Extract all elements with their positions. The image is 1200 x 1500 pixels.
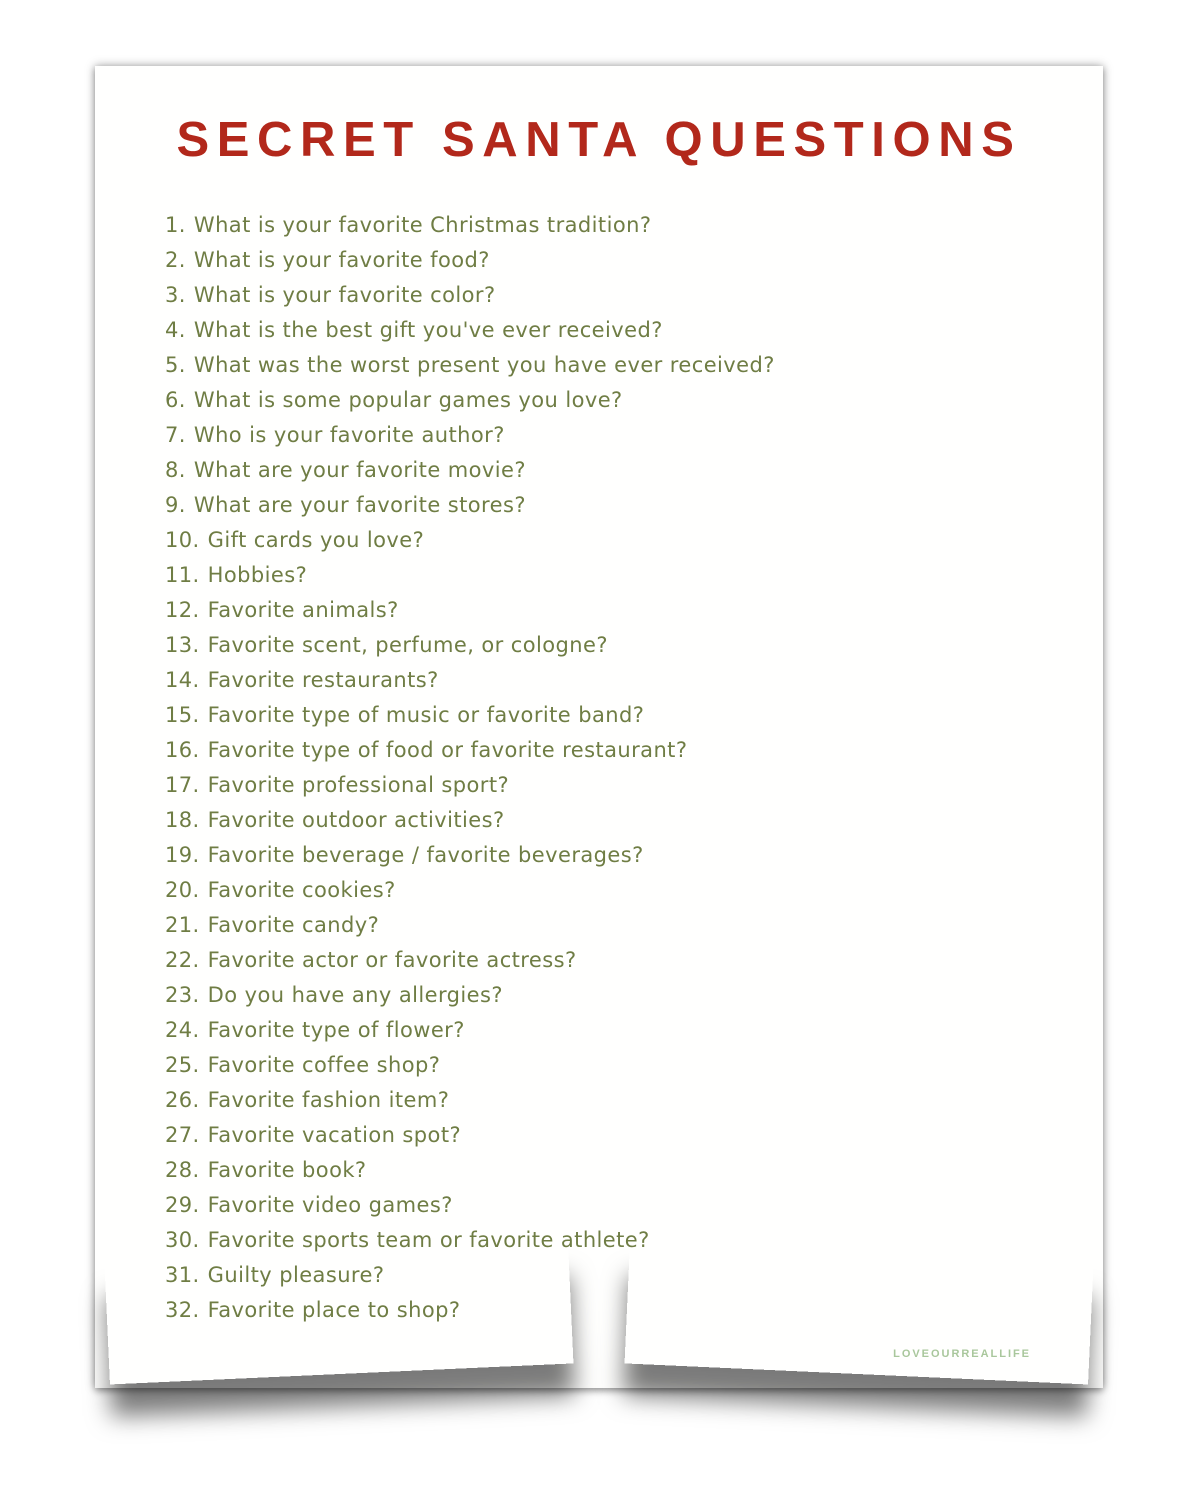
document-page: [95, 66, 1103, 1388]
question-text: Favorite scent, perfume, or cologne?: [207, 633, 608, 657]
question-item: [165, 1013, 1033, 1048]
question-text: Favorite actor or favorite actress?: [207, 948, 577, 972]
question-item: [165, 628, 1033, 663]
question-text: Gift cards you love?: [207, 528, 425, 552]
question-item: [165, 873, 1033, 908]
question-text: Guilty pleasure?: [207, 1263, 385, 1287]
question-item: [165, 1153, 1033, 1188]
question-text: What is some popular games you love?: [193, 388, 623, 412]
question-item: [165, 488, 1033, 523]
question-text: Who is your favorite author?: [193, 423, 505, 447]
question-number: 10.: [165, 528, 200, 552]
question-number: 29.: [165, 1193, 200, 1217]
question-text: Favorite outdoor activities?: [207, 808, 505, 832]
question-item: [165, 348, 1033, 383]
question-item: [165, 698, 1033, 733]
question-text: What is the best gift you've ever received?: [193, 318, 663, 342]
question-text: Favorite type of food or favorite restaurant?: [207, 738, 688, 762]
question-item: [165, 593, 1033, 628]
question-number: 20.: [165, 878, 200, 902]
question-item: [165, 1083, 1033, 1118]
question-number: 21.: [165, 913, 200, 937]
question-number: 16.: [165, 738, 200, 762]
question-number: 9.: [165, 493, 186, 517]
question-number: 7.: [165, 423, 186, 447]
question-text: Favorite animals?: [207, 598, 399, 622]
question-number: 23.: [165, 983, 200, 1007]
question-item: [165, 1223, 1033, 1258]
question-number: 12.: [165, 598, 200, 622]
question-number: 28.: [165, 1158, 200, 1182]
question-text: Favorite video games?: [207, 1193, 453, 1217]
question-number: 19.: [165, 843, 200, 867]
question-number: 2.: [165, 248, 186, 272]
question-item: [165, 523, 1033, 558]
question-item: [165, 208, 1033, 243]
question-text: What are your favorite stores?: [193, 493, 526, 517]
question-list: [165, 208, 1033, 1328]
question-text: Favorite candy?: [207, 913, 380, 937]
question-text: What are your favorite movie?: [193, 458, 526, 482]
question-item: [165, 1118, 1033, 1153]
question-item: [165, 978, 1033, 1013]
question-text: What is your favorite color?: [193, 283, 496, 307]
question-number: 14.: [165, 668, 200, 692]
question-text: Favorite place to shop?: [207, 1298, 461, 1322]
question-text: Favorite sports team or favorite athlete?: [207, 1228, 650, 1252]
question-item: [165, 278, 1033, 313]
question-text: Favorite cookies?: [207, 878, 396, 902]
question-text: Hobbies?: [207, 563, 308, 587]
question-number: 15.: [165, 703, 200, 727]
question-number: 3.: [165, 283, 186, 307]
question-item: [165, 1188, 1033, 1223]
question-item: [165, 768, 1033, 803]
question-item: [165, 908, 1033, 943]
question-text: Favorite book?: [207, 1158, 367, 1182]
question-number: 5.: [165, 353, 186, 377]
question-item: [165, 383, 1033, 418]
question-text: Favorite fashion item?: [207, 1088, 450, 1112]
question-text: Do you have any allergies?: [207, 983, 503, 1007]
question-text: What was the worst present you have ever received?: [193, 353, 775, 377]
question-number: 22.: [165, 948, 200, 972]
question-number: 31.: [165, 1263, 200, 1287]
question-number: 11.: [165, 563, 200, 587]
question-number: 24.: [165, 1018, 200, 1042]
question-number: 30.: [165, 1228, 200, 1252]
question-item: [165, 1048, 1033, 1083]
question-item: [165, 803, 1033, 838]
question-number: 18.: [165, 808, 200, 832]
question-item: [165, 243, 1033, 278]
question-item: [165, 733, 1033, 768]
question-text: Favorite type of music or favorite band?: [207, 703, 645, 727]
question-text: Favorite vacation spot?: [207, 1123, 462, 1147]
question-text: Favorite type of flower?: [207, 1018, 465, 1042]
question-number: 1.: [165, 213, 186, 237]
question-item: [165, 418, 1033, 453]
question-text: Favorite coffee shop?: [207, 1053, 441, 1077]
question-number: 17.: [165, 773, 200, 797]
question-item: [165, 1293, 1033, 1328]
question-text: What is your favorite Christmas tradition?: [193, 213, 652, 237]
question-number: 25.: [165, 1053, 200, 1077]
question-item: [165, 313, 1033, 348]
question-number: 4.: [165, 318, 186, 342]
question-number: 8.: [165, 458, 186, 482]
question-number: 27.: [165, 1123, 200, 1147]
question-text: Favorite professional sport?: [207, 773, 510, 797]
question-item: [165, 453, 1033, 488]
question-number: 26.: [165, 1088, 200, 1112]
question-text: Favorite restaurants?: [207, 668, 439, 692]
question-text: Favorite beverage / favorite beverages?: [207, 843, 644, 867]
question-number: 13.: [165, 633, 200, 657]
question-item: [165, 838, 1033, 873]
question-item: [165, 943, 1033, 978]
question-item: [165, 663, 1033, 698]
question-number: 6.: [165, 388, 186, 412]
page-title: SECRET SANTA QUESTIONS: [176, 113, 1022, 167]
footer-watermark: LOVEOURREALLIFE: [893, 1348, 1031, 1360]
question-item: [165, 558, 1033, 593]
question-text: What is your favorite food?: [193, 248, 490, 272]
question-number: 32.: [165, 1298, 200, 1322]
question-item: [165, 1258, 1033, 1293]
